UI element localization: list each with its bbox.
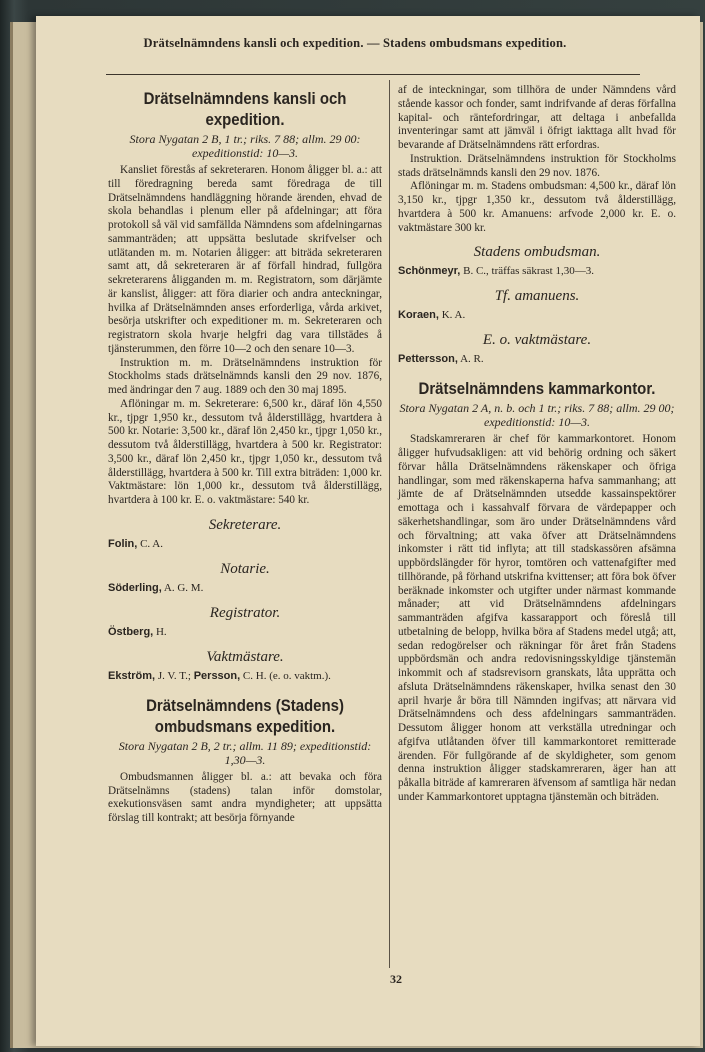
kansli-body: Kansliet förestås af sekreteraren. Honom åligger bl. a.: att till föredragning bereda samt föredraga de till Drätselnämndens handläggning hörande ärenden, ehvad de skola behandlas i plenum eller på afdelningar; att föra protokoll så väl vid samfällda Nämndens som afdelningarnas sammanträden; att uppsätta beslutade skrifvelser och utlätanden m. m. Notarien åligger: att biträda sekreteraren samt att, då sekreteraren är af förfall hindrad, fullgöra sekreterarens åligganden m. m. Registratorn, som därjämte är kanslist, åligger: att föra diarier och andra anteckningar, hvilka af Drätselnämnden anses erforderliga, vårda arkivet, besörja utskrifter och expeditioner m. m. Sekreteraren och registratorn skola hvarje helgfri dag vara tillstädes å tjänsterummen, den förre 10—2 och den senare 10—3. xyxy=(108,164,382,355)
staff-initials: B. C., träffas säkrast 1,30—3. xyxy=(460,265,594,278)
ombudsman-continuation: af de inteckningar, som tillhöra de under Nämndens vård stående kassor och fonder, samt indrifvande af deras förfallna kapital- och räntefordringar, att deltaga i anbefallda inventeringar samt att jämväl i öfrigt iakttaga allt hvad för bevarande af Drätselnämndens rätt erfordras. xyxy=(398,84,676,151)
section-title-kammarkontor: Drätselnämndens kammarkontor. xyxy=(418,379,656,399)
staff-initials: C. A. xyxy=(137,537,164,550)
staff-role-heading: Notarie. xyxy=(220,560,270,577)
staff-initials: H. xyxy=(153,625,167,638)
kansli-instruktion: Instruktion m. m. Drätselnämndens instruktion för Stockholms stads drätselnämnds kansli den 29 nov. 1876, med ändringar den 7 aug. 1889 och den 30 maj 1895. xyxy=(108,356,382,396)
staff-initials: C. H. (e. o. vaktm.). xyxy=(240,669,331,682)
staff-role-heading: Sekreterare. xyxy=(208,516,282,533)
ombudsman-body: Ombudsmannen åligger bl. a.: att bevaka och föra Drätselnämns (stadens) talan inför domstolar, exekutionsväsen samt andra myndigheter; att uppsätta förslag till kontrakt; att besörja förnyande xyxy=(108,770,382,824)
staff-entry xyxy=(108,668,382,684)
staff-surname: Persson, xyxy=(193,669,241,682)
staff-surname: Folin, xyxy=(108,537,138,550)
column-divider xyxy=(389,80,390,968)
ombudsman-staff-list xyxy=(398,241,676,367)
staff-surname: Schönmeyr, xyxy=(398,265,461,278)
staff-initials: J. V. T.; xyxy=(155,669,194,682)
staff-surname: Ekström, xyxy=(108,669,156,682)
ombudsman-address: Stora Nygatan 2 B, 2 tr.; allm. 11 89; expeditionstid: 1,30—3. xyxy=(118,738,372,767)
staff-entry xyxy=(398,307,676,323)
staff-surname: Östberg, xyxy=(108,625,154,638)
staff-surname: Pettersson, xyxy=(398,353,458,366)
kansli-staff-list xyxy=(108,514,382,684)
left-column xyxy=(108,84,382,826)
section-title-ombudsman: Drätselnämndens (Stadens) ombudsmans expedition. xyxy=(146,695,344,736)
staff-entry xyxy=(108,536,382,552)
page-number: 32 xyxy=(390,972,402,986)
ombudsman-aflöningar: Aflöningar m. m. Stadens ombudsman: 4,500 kr., däraf lön 3,150 kr., tjpgr 1,350 kr., dessutom två ålderstillägg, hvartdera à 500 kr. Amanuens: arfvode 2,000 kr. E. o. vaktmästare 300 kr. xyxy=(398,180,676,234)
kansli-address: Stora Nygatan 2 B, 1 tr.; riks. 7 88; allm. 29 00: expeditionstid: 10—3. xyxy=(129,132,361,160)
right-column xyxy=(398,84,676,805)
kansli-aflöningar: Aflöningar m. m. Sekreterare: 6,500 kr., däraf lön 4,550 kr., tjpgr 1,950 kr., dessutom två ålderstillägg, hvartdera à 500 kr. Notarie: 3,500 kr., däraf lön 2,450 kr., tjpgr 1,050 kr., dessutom två ålderstillägg, hvartdera à 500 kr. Registrator: 3,500 kr., däraf lön 2,450 kr., tjpgr 1,050 kr., dessutom två ålderstillägg, hvartdera à 500 kr. Till extra biträden: 1,000 kr. Vaktmästare: lön 1,000 kr., dessutom två ålderstillägg, hvartdera à 100 kr. E. o. vaktmästare: 540 kr. xyxy=(108,397,382,506)
ombudsman-instruktion: Instruktion. Drätselnämndens instruktion för Stockholms stads drätselnämnds kansli den 29 nov. 1876. xyxy=(398,152,676,179)
running-head: Drätselnämndens kansli och expedition. — Stadens ombudsmans expedition. xyxy=(143,36,567,50)
staff-role-heading: Stadens ombudsman. xyxy=(473,244,601,261)
staff-initials: K. A. xyxy=(438,309,466,322)
staff-entry xyxy=(398,351,676,367)
header-rule xyxy=(106,74,640,75)
kammarkontor-address: Stora Nygatan 2 A, n. b. och 1 tr.; riks. 7 88; allm. 29 00; expeditionstid: 10—3. xyxy=(399,401,675,430)
staff-initials: A. G. M. xyxy=(161,581,204,594)
staff-role-heading: Registrator. xyxy=(209,604,281,621)
staff-entry xyxy=(108,580,382,596)
staff-initials: A. R. xyxy=(457,353,484,366)
kammarkontor-body: Stadskamreraren är chef för kammarkontoret. Honom åligger hufvudsakligen: att vid behörig ordning och säkert förvar hålla Drätselnämndens räkenskaper och öfriga handlingar, som med räkenskaperna hafva sammanhang; att jämte de af Drätselnämnden utsedde kassainspektörer emottaga och i kassahvalf förvara de värdepapper och säkerhetshandlingar, som äro under Drätselnämndens vård och förvaltning; att vaka öfver att Drätselnämndens inkomster i rätt tid inflyta; att till stadskassören afsämna uppbördslängder för hyror, tomtören och vattenafgifter med tillhörande, på förhand utskrifna kvittenser; att föra bok öfver beräknade inkomster och utgifter under närmast kommande månader; att vid Drätselnämndens afdelningars sammanträden afgifva kassarapport och föreslå till utbetalning de belopp, hvilka böra af Stadens medel utgå; att, sedan redogörelser och räkningar för året från Stadens uppbördsmän och andra redovisningsskyldige tjänstemän inkommit och af stadsrevisorn granskats, låta upprätta och afsluta Drätselnämndens räkenskaper, hvilka senast den 30 april hvarje år böra till Nämnden ingifvas; att närvara vid Drätselnämndens och dess afdelningars sammanträden. Dessutom åligger honom att verkställa utredningar och afgifva utlåtanden öfver till kammarkontoret remitterade ärenden. För fullgörande af de skyldigheter, som genom denna instruktion åligger stadskamreraren, äger han att påkalla biträde af kamreraren äfvensom af samtliga här nedan under Kammarkontoret upptagna tjänstemän och biträden. xyxy=(398,433,676,803)
section-title-kansli: Drätselnämndens kansli och expedition. xyxy=(143,89,347,129)
staff-role-heading: E. o. vaktmästare. xyxy=(482,332,592,349)
staff-surname: Koraen, xyxy=(398,309,439,322)
staff-entry xyxy=(398,263,676,279)
staff-surname: Söderling, xyxy=(108,581,162,594)
staff-role-heading: Vaktmästare. xyxy=(206,648,284,665)
staff-entry xyxy=(108,624,382,640)
staff-role-heading: Tf. amanuens. xyxy=(494,288,580,305)
